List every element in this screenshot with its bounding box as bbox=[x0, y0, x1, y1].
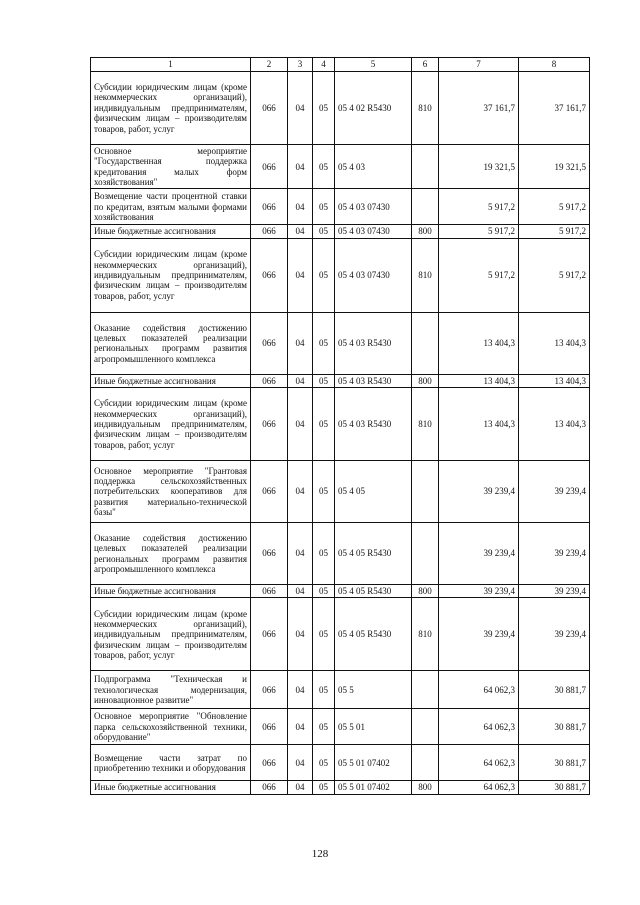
section-code: 04 bbox=[288, 145, 313, 189]
amount-column-8: 30 881,7 bbox=[519, 781, 590, 794]
ministry-code: 066 bbox=[251, 238, 288, 312]
ministry-code: 066 bbox=[251, 225, 288, 238]
table-row bbox=[91, 388, 590, 461]
column-header: 1 bbox=[91, 58, 251, 72]
amount-column-8: 30 881,7 bbox=[519, 745, 590, 781]
row-name: Иные бюджетные ассигнования bbox=[91, 585, 251, 598]
subsection-code: 05 bbox=[313, 598, 335, 671]
subsection-code: 05 bbox=[313, 585, 335, 598]
amount-column-8: 39 239,4 bbox=[519, 461, 590, 523]
target-article-code: 05 4 03 07430 bbox=[335, 225, 412, 238]
subsection-code: 05 bbox=[313, 781, 335, 794]
expense-type-code: 810 bbox=[412, 598, 439, 671]
row-name: Субсидии юридическим лицам (кроме некоммерческих организаций), индивидуальным предпринимателям, физическим лицам – производителям товаров, работ, услуг bbox=[91, 238, 251, 312]
amount-column-7: 64 062,3 bbox=[439, 745, 519, 781]
subsection-code: 05 bbox=[313, 238, 335, 312]
expense-type-code: 800 bbox=[412, 585, 439, 598]
target-article-code: 05 5 01 07402 bbox=[335, 745, 412, 781]
section-code: 04 bbox=[288, 225, 313, 238]
subsection-code: 05 bbox=[313, 72, 335, 145]
column-header: 3 bbox=[288, 58, 313, 72]
amount-column-7: 5 917,2 bbox=[439, 225, 519, 238]
row-name: Иные бюджетные ассигнования bbox=[91, 374, 251, 387]
amount-column-7: 13 404,3 bbox=[439, 374, 519, 387]
expense-type-code: 800 bbox=[412, 225, 439, 238]
amount-column-8: 39 239,4 bbox=[519, 523, 590, 585]
amount-column-8: 37 161,7 bbox=[519, 72, 590, 145]
target-article-code: 05 4 03 R5430 bbox=[335, 388, 412, 461]
section-code: 04 bbox=[288, 598, 313, 671]
amount-column-7: 13 404,3 bbox=[439, 388, 519, 461]
expense-type-code: 810 bbox=[412, 72, 439, 145]
ministry-code: 066 bbox=[251, 189, 288, 225]
target-article-code: 05 4 03 bbox=[335, 145, 412, 189]
amount-column-7: 37 161,7 bbox=[439, 72, 519, 145]
target-article-code: 05 5 01 07402 bbox=[335, 781, 412, 794]
section-code: 04 bbox=[288, 585, 313, 598]
ministry-code: 066 bbox=[251, 671, 288, 709]
section-code: 04 bbox=[288, 671, 313, 709]
row-name: Возмещение части процентной ставки по кредитам, взятым малыми формами хозяйствования bbox=[91, 189, 251, 225]
expense-type-code bbox=[412, 671, 439, 709]
expense-type-code bbox=[412, 709, 439, 745]
row-name: Оказание содействия достижению целевых показателей реализации региональных программ развития агропромышленного комплекса bbox=[91, 523, 251, 585]
row-name: Оказание содействия достижению целевых показателей реализации региональных программ развития агропромышленного комплекса bbox=[91, 312, 251, 374]
page-number: 128 bbox=[311, 848, 329, 860]
ministry-code: 066 bbox=[251, 374, 288, 387]
table-row bbox=[91, 781, 590, 794]
section-code: 04 bbox=[288, 238, 313, 312]
ministry-code: 066 bbox=[251, 461, 288, 523]
amount-column-7: 64 062,3 bbox=[439, 781, 519, 794]
ministry-code: 066 bbox=[251, 745, 288, 781]
ministry-code: 066 bbox=[251, 598, 288, 671]
target-article-code: 05 4 05 R5430 bbox=[335, 523, 412, 585]
amount-column-7: 39 239,4 bbox=[439, 585, 519, 598]
amount-column-7: 39 239,4 bbox=[439, 461, 519, 523]
row-name: Основное мероприятие "Государственная поддержка кредитования малых форм хозяйствования" bbox=[91, 145, 251, 189]
subsection-code: 05 bbox=[313, 523, 335, 585]
subsection-code: 05 bbox=[313, 671, 335, 709]
column-header: 8 bbox=[519, 58, 590, 72]
subsection-code: 05 bbox=[313, 745, 335, 781]
table-row bbox=[91, 238, 590, 312]
target-article-code: 05 4 05 R5430 bbox=[335, 598, 412, 671]
expense-type-code bbox=[412, 145, 439, 189]
ministry-code: 066 bbox=[251, 523, 288, 585]
expense-type-code: 800 bbox=[412, 781, 439, 794]
column-header: 4 bbox=[313, 58, 335, 72]
section-code: 04 bbox=[288, 189, 313, 225]
row-name: Возмещение части затрат по приобретению техники и оборудования bbox=[91, 745, 251, 781]
section-code: 04 bbox=[288, 781, 313, 794]
section-code: 04 bbox=[288, 745, 313, 781]
table-row bbox=[91, 598, 590, 671]
row-name: Иные бюджетные ассигнования bbox=[91, 225, 251, 238]
target-article-code: 05 4 03 07430 bbox=[335, 238, 412, 312]
target-article-code: 05 4 03 R5430 bbox=[335, 374, 412, 387]
table-row bbox=[91, 523, 590, 585]
table-row bbox=[91, 312, 590, 374]
subsection-code: 05 bbox=[313, 461, 335, 523]
target-article-code: 05 5 01 bbox=[335, 709, 412, 745]
ministry-code: 066 bbox=[251, 388, 288, 461]
amount-column-8: 30 881,7 bbox=[519, 709, 590, 745]
row-name: Субсидии юридическим лицам (кроме некоммерческих организаций), индивидуальным предпринимателям, физическим лицам – производителям товаров, работ, услуг bbox=[91, 598, 251, 671]
target-article-code: 05 4 03 07430 bbox=[335, 189, 412, 225]
expense-type-code bbox=[412, 523, 439, 585]
amount-column-8: 19 321,5 bbox=[519, 145, 590, 189]
budget-table bbox=[90, 57, 590, 795]
table-row bbox=[91, 189, 590, 225]
target-article-code: 05 4 05 R5430 bbox=[335, 585, 412, 598]
amount-column-7: 64 062,3 bbox=[439, 671, 519, 709]
section-code: 04 bbox=[288, 461, 313, 523]
subsection-code: 05 bbox=[313, 225, 335, 238]
column-header: 7 bbox=[439, 58, 519, 72]
table-row bbox=[91, 745, 590, 781]
expense-type-code: 810 bbox=[412, 388, 439, 461]
ministry-code: 066 bbox=[251, 145, 288, 189]
subsection-code: 05 bbox=[313, 374, 335, 387]
section-code: 04 bbox=[288, 312, 313, 374]
column-header: 2 bbox=[251, 58, 288, 72]
amount-column-8: 13 404,3 bbox=[519, 312, 590, 374]
column-header: 6 bbox=[412, 58, 439, 72]
section-code: 04 bbox=[288, 388, 313, 461]
ministry-code: 066 bbox=[251, 781, 288, 794]
amount-column-8: 5 917,2 bbox=[519, 238, 590, 312]
amount-column-7: 64 062,3 bbox=[439, 709, 519, 745]
amount-column-8: 30 881,7 bbox=[519, 671, 590, 709]
amount-column-7: 39 239,4 bbox=[439, 598, 519, 671]
ministry-code: 066 bbox=[251, 72, 288, 145]
row-name: Основное мероприятие "Обновление парка сельскохозяйственной техники, оборудование" bbox=[91, 709, 251, 745]
subsection-code: 05 bbox=[313, 189, 335, 225]
section-code: 04 bbox=[288, 374, 313, 387]
header-row bbox=[91, 58, 590, 72]
subsection-code: 05 bbox=[313, 145, 335, 189]
expense-type-code: 810 bbox=[412, 238, 439, 312]
amount-column-8: 39 239,4 bbox=[519, 598, 590, 671]
target-article-code: 05 4 05 bbox=[335, 461, 412, 523]
expense-type-code bbox=[412, 461, 439, 523]
target-article-code: 05 4 02 R5430 bbox=[335, 72, 412, 145]
amount-column-7: 13 404,3 bbox=[439, 312, 519, 374]
row-name: Субсидии юридическим лицам (кроме некоммерческих организаций), индивидуальным предпринимателям, физическим лицам – производителям товаров, работ, услуг bbox=[91, 388, 251, 461]
table-row bbox=[91, 225, 590, 238]
ministry-code: 066 bbox=[251, 709, 288, 745]
amount-column-8: 5 917,2 bbox=[519, 189, 590, 225]
amount-column-7: 5 917,2 bbox=[439, 189, 519, 225]
section-code: 04 bbox=[288, 72, 313, 145]
expense-type-code bbox=[412, 312, 439, 374]
table-row bbox=[91, 671, 590, 709]
table-row bbox=[91, 374, 590, 387]
row-name: Субсидии юридическим лицам (кроме некоммерческих организаций), индивидуальным предпринимателям, физическим лицам – производителям товаров, работ, услуг bbox=[91, 72, 251, 145]
row-name: Подпрограмма "Техническая и технологическая модернизация, инновационное развитие" bbox=[91, 671, 251, 709]
table-row bbox=[91, 145, 590, 189]
section-code: 04 bbox=[288, 523, 313, 585]
table-row bbox=[91, 72, 590, 145]
subsection-code: 05 bbox=[313, 709, 335, 745]
row-name: Основное мероприятие "Грантовая поддержка сельскохозяйственных потребительских кооперативов для развития материально-технической базы" bbox=[91, 461, 251, 523]
table-row bbox=[91, 709, 590, 745]
expense-type-code bbox=[412, 745, 439, 781]
expense-type-code: 800 bbox=[412, 374, 439, 387]
target-article-code: 05 5 bbox=[335, 671, 412, 709]
table-row bbox=[91, 585, 590, 598]
subsection-code: 05 bbox=[313, 388, 335, 461]
amount-column-8: 39 239,4 bbox=[519, 585, 590, 598]
ministry-code: 066 bbox=[251, 585, 288, 598]
amount-column-7: 19 321,5 bbox=[439, 145, 519, 189]
amount-column-8: 13 404,3 bbox=[519, 374, 590, 387]
subsection-code: 05 bbox=[313, 312, 335, 374]
amount-column-8: 13 404,3 bbox=[519, 388, 590, 461]
table-row bbox=[91, 461, 590, 523]
amount-column-8: 5 917,2 bbox=[519, 225, 590, 238]
section-code: 04 bbox=[288, 709, 313, 745]
target-article-code: 05 4 03 R5430 bbox=[335, 312, 412, 374]
row-name: Иные бюджетные ассигнования bbox=[91, 781, 251, 794]
expense-type-code bbox=[412, 189, 439, 225]
column-header: 5 bbox=[335, 58, 412, 72]
amount-column-7: 5 917,2 bbox=[439, 238, 519, 312]
ministry-code: 066 bbox=[251, 312, 288, 374]
amount-column-7: 39 239,4 bbox=[439, 523, 519, 585]
